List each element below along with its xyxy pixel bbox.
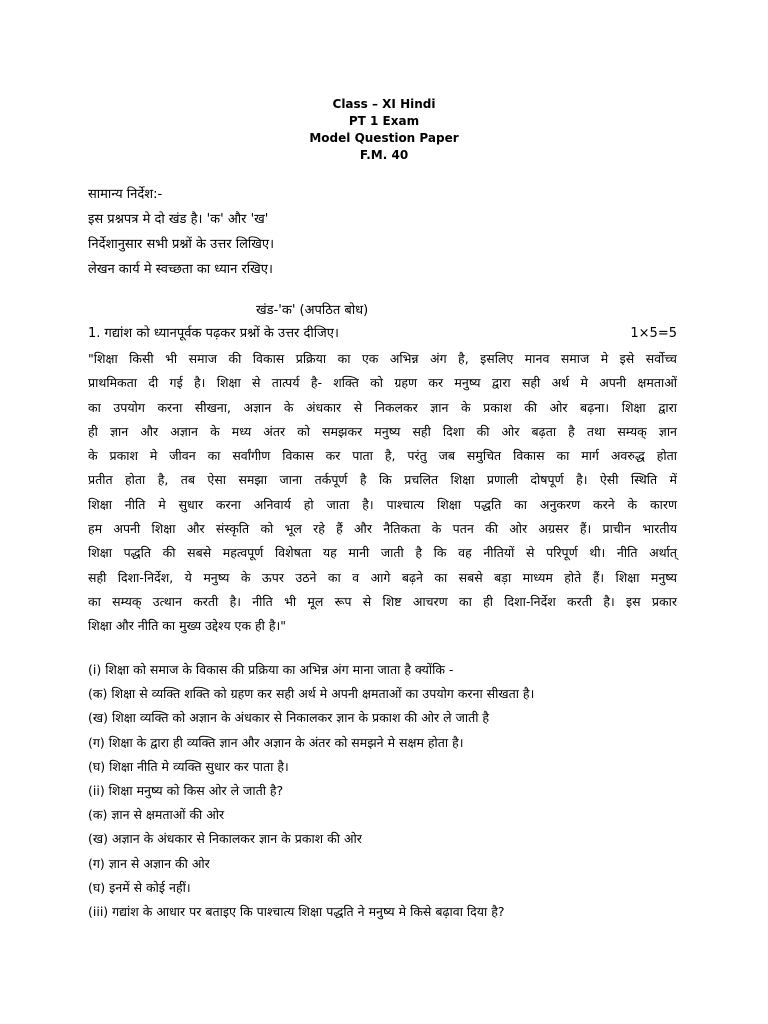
unseen-passage [88, 347, 677, 639]
passage-line: सही दिशा-निर्देश, ये मनुष्य के ऊपर उठने का व आगे बढ़ने का सबसे बड़ा माध्यम होते हैं। शिक्षा मनुष्य [88, 569, 677, 585]
option-line: (घ) इनमें से कोई नहीं। [88, 879, 191, 895]
option-line: (ग) शिक्षा के द्वारा ही व्यक्ति ज्ञान और अज्ञान के अंतर को समझने मे सक्षम होता है। [88, 734, 464, 750]
option-line: (ख) अज्ञान के अंधकार से निकालकर ज्ञान के प्रकाश की ओर [88, 831, 362, 847]
passage-line: का सम्यक् उत्थान करती है। नीति भी मूल रूप से शिष्ट आचरण का ही दिशा-निर्देश करती है। इस प्रकार [88, 593, 677, 609]
option-line: (क) शिक्षा से व्यक्ति शक्ति को ग्रहण कर सही अर्थ मे अपनी क्षमताओं का उपयोग करना सीखता है। [88, 686, 535, 702]
passage-line: हम अपनी शिक्षा और संस्कृति को भूल रहे हैं और नैतिकता के पतन की ओर अग्रसर हैं। प्राचीन भारतीय [88, 521, 677, 537]
passage-line: ही ज्ञान और अज्ञान के मध्य अंतर को समझकर मनुष्य सही दिशा की ओर बढ़ता है तथा सम्यक् ज्ञान [88, 423, 677, 439]
passage-line: के प्रकाश मे जीवन का सर्वांगीण विकास कर पाता है, परंतु जब समुचित विकास का मार्ग अवरुद्ध होता [88, 448, 677, 464]
instructions-heading: सामान्य निर्देश:- [88, 187, 163, 202]
section-a-title: खंड-'क' (अपठित बोध) [256, 303, 369, 318]
passage-line: का उपयोग करना सीखना, अज्ञान के अंधकार से निकलकर ज्ञान के प्रकाश की ओर बढ़ना। शिक्षा द्वारा [88, 399, 677, 415]
question-iii: (iii) गद्यांश के आधार पर बताइए कि पाश्चात्य शिक्षा पद्धति ने मनुष्य मे किसे बढ़ावा दिया है? [88, 904, 505, 920]
question-1-header [88, 324, 677, 344]
passage-line: "शिक्षा किसी भी समाज की विकास प्रक्रिया का एक अभिन्न अंग है, इसलिए मानव समाज मे इसे सर्वोच्च [88, 351, 677, 366]
option-line: (ग) ज्ञान से अज्ञान की ओर [88, 855, 210, 871]
option-line: (घ) शिक्षा नीति मे व्यक्ति सुधार कर पाता है। [88, 758, 289, 774]
instruction-line: इस प्रश्नपत्र मे दो खंड है। 'क' और 'ख' [88, 212, 269, 227]
full-marks: F.M. 40 [359, 148, 409, 162]
passage-line: शिक्षा नीति मे सुधार करना अनिवार्य हो जाता है। पाश्चात्य शिक्षा पद्धति का अनुकरण करने के कारण [88, 496, 677, 512]
general-instructions [88, 182, 688, 282]
passage-line: शिक्षा पद्धति की सबसे महत्वपूर्ण विशेषता यह मानी जाती है कि वह नीतियों से परिपूर्ण थी। नीति अर्थात् [88, 545, 677, 561]
class-title: Class – XI Hindi [332, 97, 436, 111]
question-i: (i) शिक्षा को समाज के विकास की प्रक्रिया का अभिन्न अंग माना जाता है क्योंकि - [88, 662, 454, 677]
question-1-marks: 1×5=5 [630, 326, 677, 341]
passage-line: शिक्षा और नीति का मुख्य उद्देश्य एक ही है।" [88, 618, 287, 634]
instruction-line: लेखन कार्य मे स्वच्छता का ध्यान रखिए। [88, 262, 273, 277]
paper-type: Model Question Paper [309, 131, 459, 145]
passage-line: प्रतीत होता है, तब ऐसा समझा जाना तर्कपूर्ण है कि प्रचलित शिक्षा प्रणाली दोषपूर्ण है। ऐसी स्थिति में [88, 472, 677, 488]
question-list [88, 658, 688, 924]
question-ii: (ii) शिक्षा मनुष्य को किस ओर ले जाती है? [88, 783, 284, 799]
exam-title: PT 1 Exam [348, 114, 420, 128]
instruction-line: निर्देशानुसार सभी प्रश्नों के उत्तर लिखिए। [88, 237, 274, 252]
option-line: (ख) शिक्षा व्यक्ति को अज्ञान के अंधकार से निकालकर ज्ञान के प्रकाश की ओर ले जाती है [88, 710, 490, 726]
paper-header [0, 96, 768, 164]
option-line: (क) ज्ञान से क्षमताओं की ओर [88, 807, 225, 823]
question-1-text: 1. गद्यांश को ध्यानपूर्वक पढ़कर प्रश्नों के उत्तर दीजिए। [88, 326, 339, 341]
passage-line: प्राथमिकता दी गई है। शिक्षा से तात्पर्य है- शक्ति को ग्रहण कर मनुष्य द्वारा सही अर्थ मे अपनी क्षमताओं [88, 375, 677, 391]
